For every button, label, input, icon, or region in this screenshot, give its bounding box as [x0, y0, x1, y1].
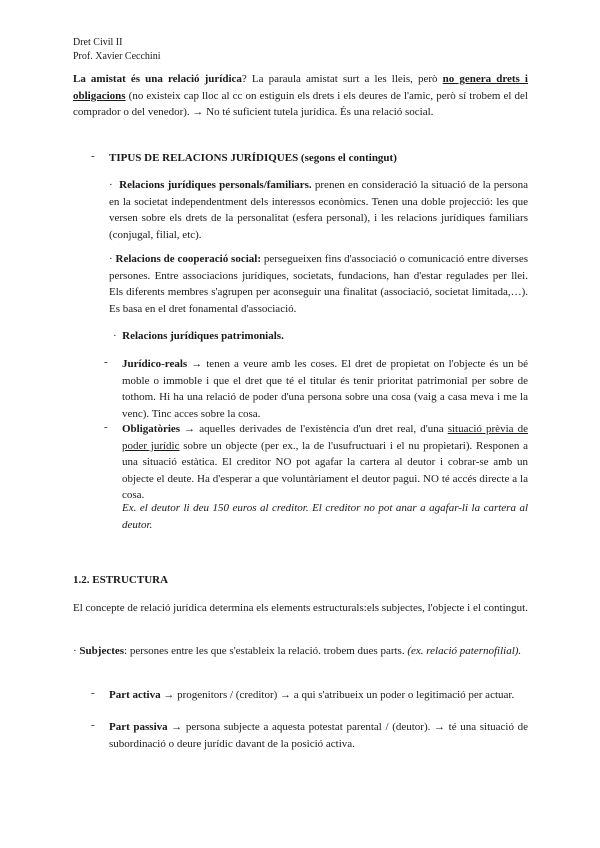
- bullet-dot: ·: [113, 330, 117, 342]
- intro-question: La amistat és una relació jurídica: [73, 73, 242, 85]
- bullet-dot: ·: [109, 253, 113, 265]
- list-dash: -: [91, 687, 95, 699]
- list-dash: -: [104, 356, 108, 368]
- example-obligatories: Ex. el deutor li deu 150 euros al creditor. El creditor no pot anar a agafar-li la cartera al deutor.: [122, 502, 528, 531]
- intro-paragraph: La amistat és una relació jurídica? La paraula amistat surt a les lleis, però no genera drets i obligacions (no existeix cap lloc al cc on estiguin els drets i els deures de l'amic, però sí trobem el del comprador o del venedor). → No té suficient tutela jurídica. És una relació social.: [73, 73, 528, 119]
- paragraph-personals: · Relacions jurídiques personals/familiars. prenen en consideració la situació de la persona en la societat independentment dels interessos econòmics. Tenen una doble projecció: les que versen sobre els drets de la personalitat (esfera personal), i les relacions jurídiques familiars (conjugal, filial, etc).: [109, 179, 529, 241]
- paragraph-part-passiva: Part passiva → persona subjecte a aquesta potestat parental / (deutor). → té una situació de subordinació o deure jurídic davant de la posició activa.: [109, 721, 528, 750]
- paragraph-estructura: El concepte de relació jurídica determina els elements estructurals:els subjectes, l'objecte i el contingut.: [73, 602, 528, 614]
- professor-name: Prof. Xavier Cecchini: [73, 51, 161, 62]
- section-heading-estructura: 1.2. ESTRUCTURA: [73, 574, 169, 586]
- paragraph-obligatories: Obligatòries → aquelles derivades de l'existència d'un dret real, d'una situació prèvia de poder jurídic sobre un objecte (per ex., la de l'usufructuari i el nu propietari). Responen a una situació estàtica. El creditor NO pot agafar la cartera al deutor i cobrar-se amb un objecte el deute. Ha d'esperar a que voluntàriament el deutor pagui. NO té accés directe a la cosa.: [122, 423, 528, 502]
- paragraph-juridico-reals: Jurídico-reals → tenen a veure amb les coses. El dret de propietat on l'objecte és un bé moble o immoble i que el dret que té el titular és tenir prioritat patrimonial per sobre de tothom. Hi ha una relació de poder d'una persona sobre una cosa (vaig a casa meva i me la venc). Tinc acces sobre la cosa.: [122, 358, 528, 420]
- section-heading-tipus: TIPUS DE RELACIONS JURÍDIQUES (segons el contingut): [109, 152, 397, 164]
- list-dash: -: [91, 150, 95, 162]
- underlined-phrase: no genera drets i obligacions: [73, 73, 528, 102]
- bullet-dot: ·: [73, 645, 77, 657]
- list-dash: -: [104, 421, 108, 433]
- bullet-dot: ·: [109, 179, 113, 191]
- paragraph-cooperacio: · Relacions de cooperació social: persegueixen fins d'associació o comunicació entre diverses persones. Entre associacions jurídiques, societats, fundacions, han d'estar regulades per llei. Els diferents membres s'agrupen per aconseguir una finalitat (associació, societat limitada,…). Es basa en el dret fonamental d'associació.: [109, 253, 528, 315]
- paragraph-subjectes: · Subjectes: persones entre les que s'estableix la relació. trobem dues parts. (ex. relació paternofilial).: [73, 645, 522, 657]
- list-dash: -: [91, 719, 95, 731]
- paragraph-part-activa: Part activa → progenitors / (creditor) → a qui s'atribueix un poder o legitimació per actuar.: [109, 689, 515, 701]
- course-name: Dret Civil II: [73, 37, 123, 48]
- underlined-phrase: situació prèvia de poder jurídic: [122, 423, 528, 452]
- heading-patrimonials: · Relacions jurídiques patrimonials.: [113, 330, 284, 342]
